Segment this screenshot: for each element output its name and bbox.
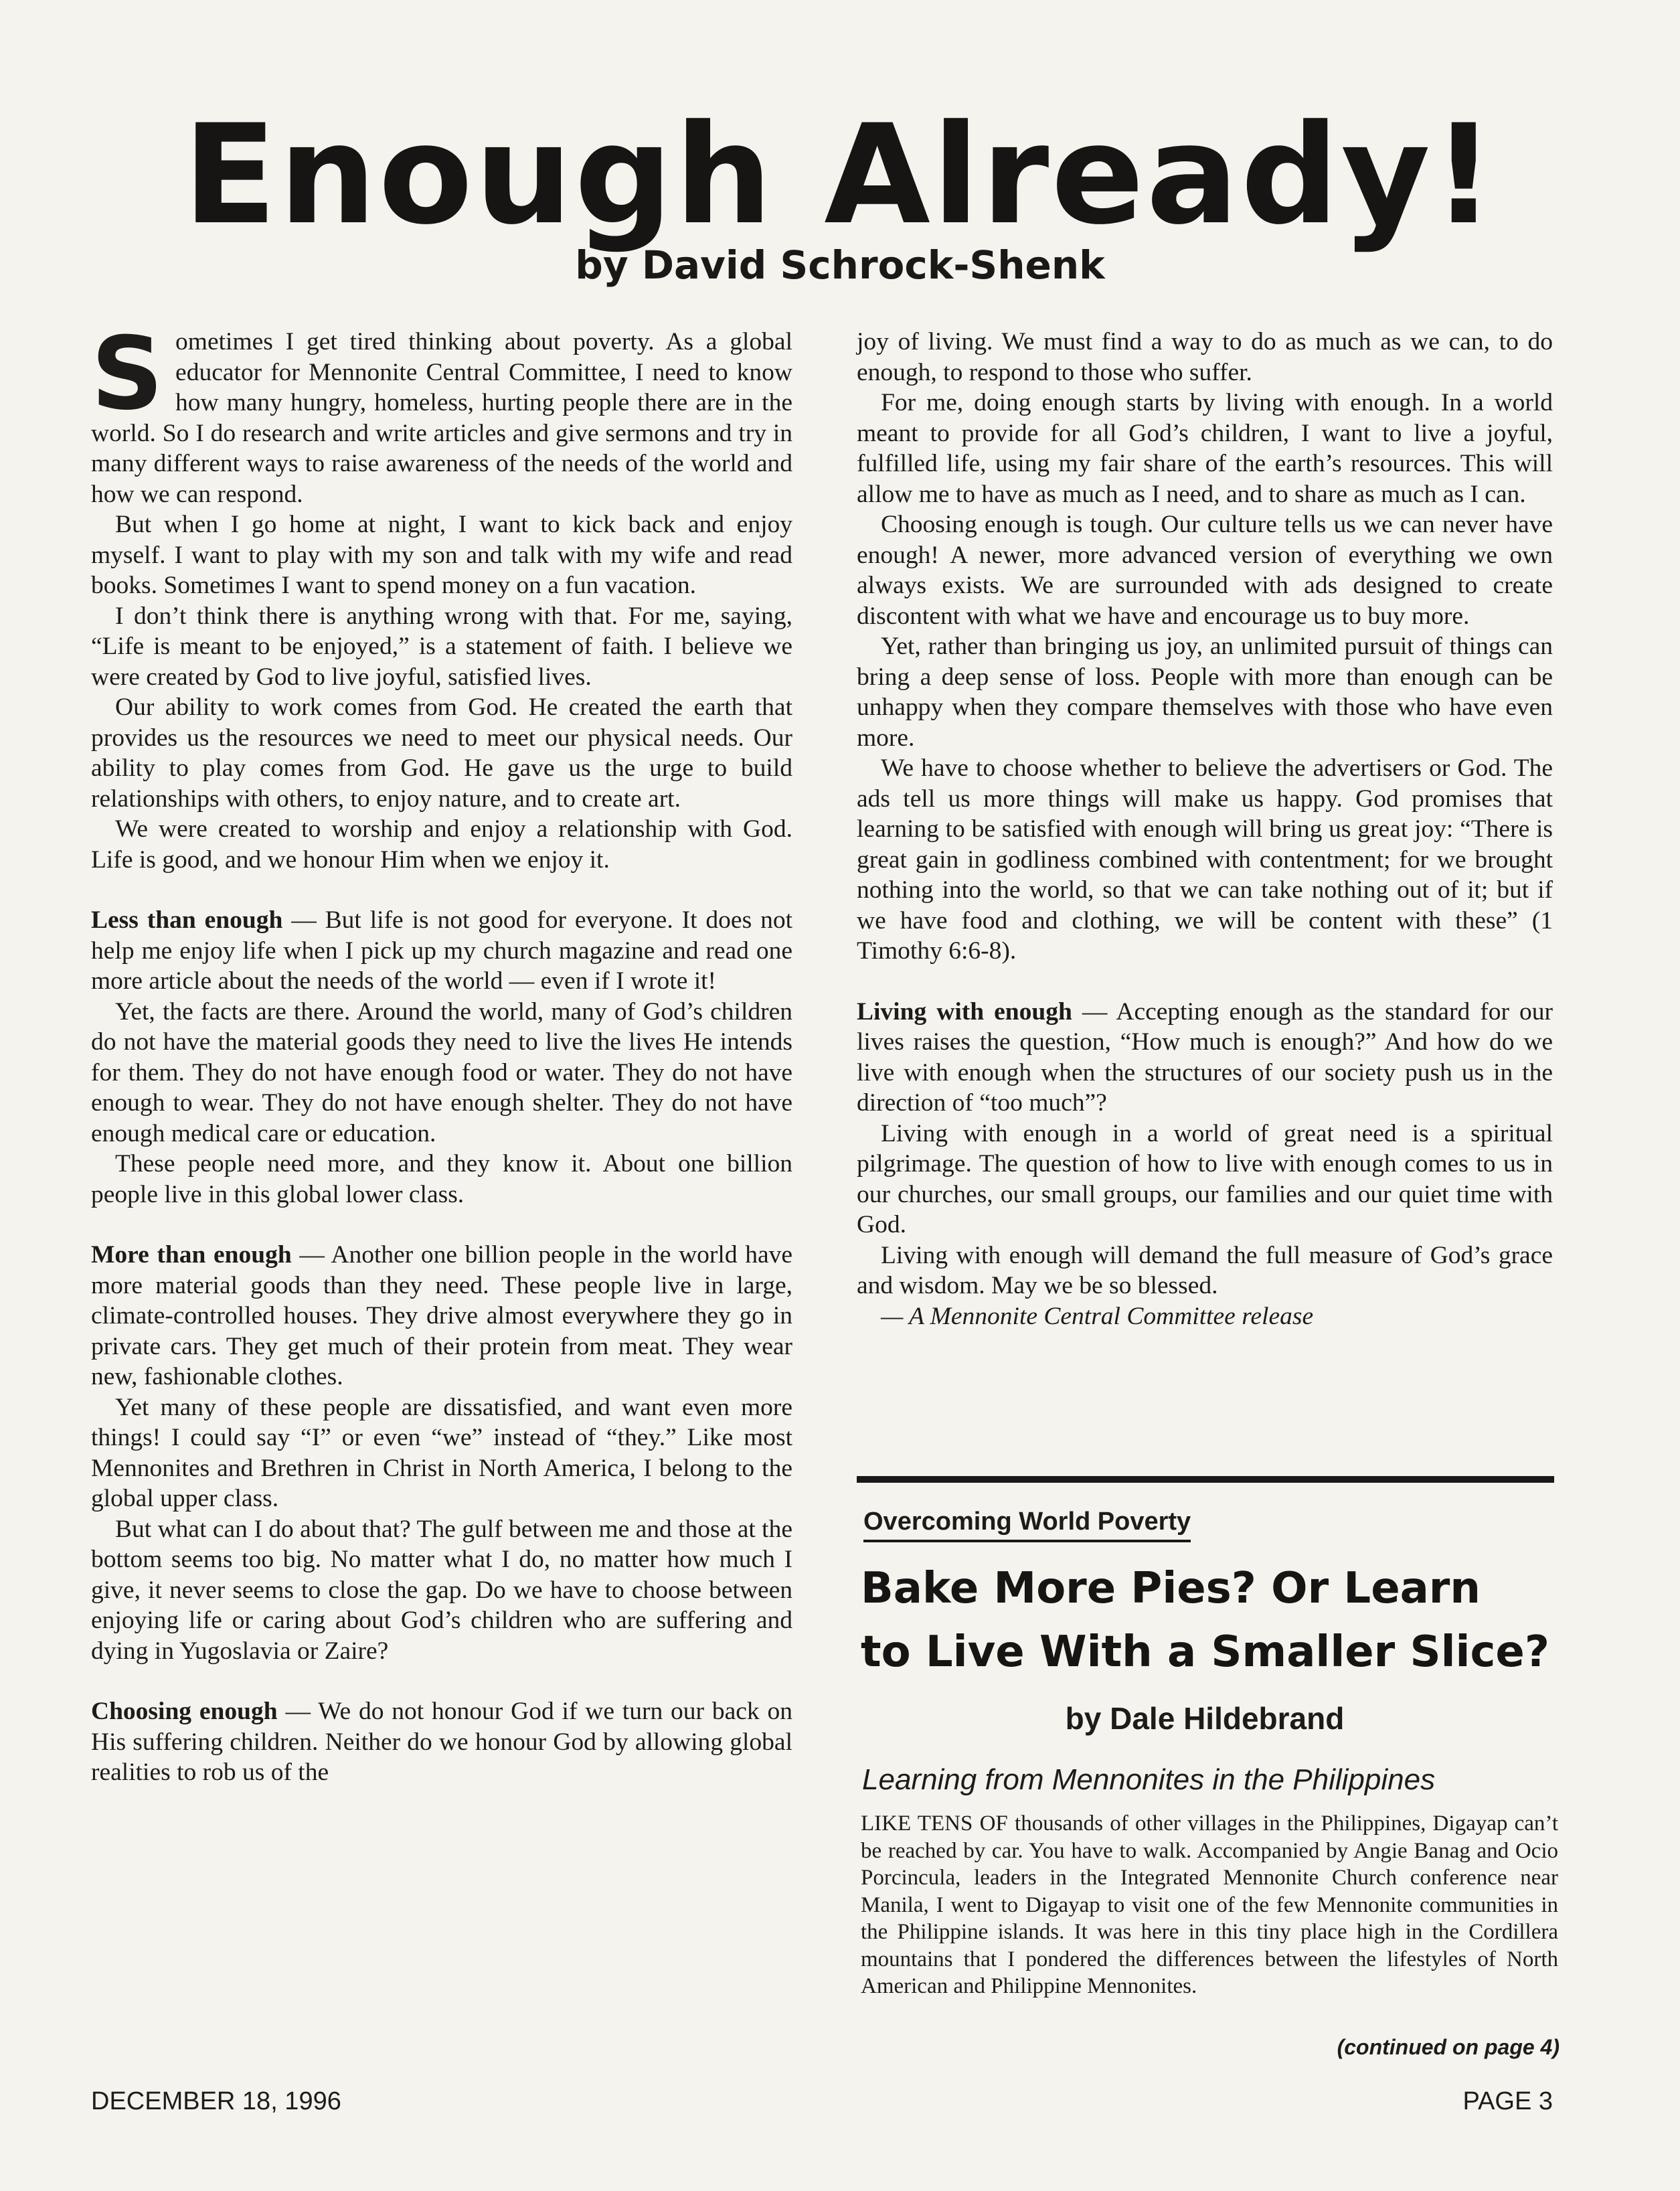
title-line-2: to Live With a Smaller Slice?: [861, 1627, 1549, 1677]
paragraph: These people need more, and they know it. About one billion people live in this global lower class.: [91, 1150, 792, 1208]
second-article-body: LIKE TENS OF thousands of other villages in the Philippines, Digayap can’t be reached by car. You have to walk. Accompanied by Angie Banag and Ocio Porcincula, leaders in the Integrated Mennonite Church conference near Manila, I went to Digayap to visit one of the few Mennonite communities in the Philippine islands. It was here in this tiny place high in the Cordillera mountains that I pondered the differences between the lifestyles of North American and Philippine Mennonites.: [861, 1811, 1558, 1998]
second-article-subtitle: Learning from Mennonites in the Philippines: [862, 1763, 1436, 1796]
intro-paragraph: Sometimes I get tired thinking about poverty. As a global educator for Mennonite Central Committee, I need to know how many hungry, homeless, hurting people there are in the world. So I do research and write articles and give sermons and try in many different ways to raise awareness of the needs of the world and how we can respond.: [91, 316, 792, 508]
subhead: Less than enough: [91, 906, 283, 934]
paragraph: Living with enough will demand the full measure of God’s grace and wisdom. May we be so blessed.: [857, 1241, 1553, 1299]
subhead: Choosing enough: [91, 1698, 278, 1725]
paragraph: But what can I do about that? The gulf between me and those at the bottom seems too big. No matter what I do, no matter how much I give, it never seems to close the gap. Do we have to choose between enjoying life or caring about God’s children who are suffering and dying in Yugoslavia or Zaire?: [91, 1515, 792, 1665]
paragraph: Living with enough in a world of great need is a spiritual pilgrimage. The question of how to live with enough comes to us in our churches, our small groups, our families and our quiet time with God.: [857, 1119, 1553, 1238]
section-more-than-enough: More than enough — Another one billion people in the world have more material goods than they need. These people live in large, climate-controlled houses. They drive almost everywhere they go in private cars. They get much of their protein from meat. They wear new, fashionable clothes.: [91, 1241, 792, 1390]
paragraph: We have to choose whether to believe the advertisers or God. The ads tell us more things will make us happy. God promises that learning to be satisfied with enough will bring us great joy: “There is great gain in godliness combined with contentment; for we brought nothing into the world, so that we can take nothing out of it; but if we have food and clothing, we will be content with these” (1 Timothy 6:6-8).: [857, 754, 1553, 965]
subhead: Living with enough: [857, 997, 1072, 1026]
paragraph: I don’t think there is anything wrong with that. For me, saying, “Life is meant to be enjoyed,” is a statement of faith. I believe we were created by God to live joyful, satisfied lives.: [91, 602, 792, 691]
drop-cap: S: [91, 316, 164, 432]
kicker-label: Overcoming World Poverty: [863, 1506, 1191, 1542]
subhead: More than enough: [91, 1241, 292, 1269]
section-choosing-enough: Choosing enough — We do not honour God if we turn our back on His suffering children. Neither do we honour God by allowing global realities to rob us of the: [91, 1698, 792, 1786]
left-column: [91, 316, 792, 1788]
article-byline: by David Schrock-Shenk: [575, 242, 1105, 288]
second-article-title: [861, 1557, 1584, 1684]
paragraph: But when I go home at night, I want to kick back and enjoy myself. I want to play with my son and talk with my wife and read books. Sometimes I want to spend money on a fun vacation.: [91, 511, 792, 599]
section-divider: [857, 1476, 1554, 1483]
paragraph: Our ability to work comes from God. He created the earth that provides us the resources we need to meet our physical needs. Our ability to play comes from God. He gave us the urge to build relationships with others, to enjoy nature, and to create art.: [91, 694, 792, 813]
right-column: [857, 327, 1553, 1331]
footer-date: DECEMBER 18, 1996: [91, 2087, 341, 2115]
second-article-byline: by Dale Hildebrand: [1065, 1701, 1345, 1736]
paragraph: Yet, the facts are there. Around the world, many of God’s children do not have the material goods they need to live the lives He intends for them. They do not have enough food or water. They do not have enough to wear. They do not have enough shelter. They do not have enough medical care or education.: [91, 997, 792, 1147]
section-less-than-enough: Less than enough — But life is not good for everyone. It does not help me enjoy life when I pick up my church magazine and read one more article about the needs of the world — even if I wrote it!: [91, 906, 792, 995]
section-living-with-enough: Living with enough — Accepting enough as the standard for our lives raises the question, “How much is enough?” And how do we live with enough when the structures of our society push us in the direction of “too much”?: [857, 997, 1553, 1117]
article-title: Enough Already!: [183, 96, 1497, 255]
title-line-1: Bake More Pies? Or Learn: [861, 1564, 1481, 1613]
paragraph: Choosing enough is tough. Our culture tells us we can never have enough! A newer, more advanced version of everything we own always exists. We are surrounded with ads designed to create discontent with what we have and encourage us to buy more.: [857, 511, 1553, 630]
paragraph: For me, doing enough starts by living with enough. In a world meant to provide for all God’s children, I want to live a joyful, fulfilled life, using my fair share of the earth’s resources. This will allow me to have as much as I need, and to share as much as I can.: [857, 389, 1553, 508]
continued-note: (continued on page 4): [1337, 2035, 1560, 2059]
paragraph: joy of living. We must find a way to do as much as we can, to do enough, to respond to those who suffer.: [857, 328, 1553, 386]
paragraph: Yet, rather than bringing us joy, an unlimited pursuit of things can bring a deep sense of loss. People with more than enough can be unhappy when they compare themselves with those who have even more.: [857, 633, 1553, 752]
article-credit: — A Mennonite Central Committee release: [881, 1302, 1314, 1330]
paragraph: We were created to worship and enjoy a relationship with God. Life is good, and we honour Him when we enjoy it.: [91, 815, 792, 874]
paragraph: Yet many of these people are dissatisfied, and want even more things! I could say “I” or even “we” instead of “they.” Like most Mennonites and Brethren in Christ in North America, I belong to the global upper class.: [91, 1393, 792, 1512]
page-number: PAGE 3: [1462, 2087, 1553, 2115]
